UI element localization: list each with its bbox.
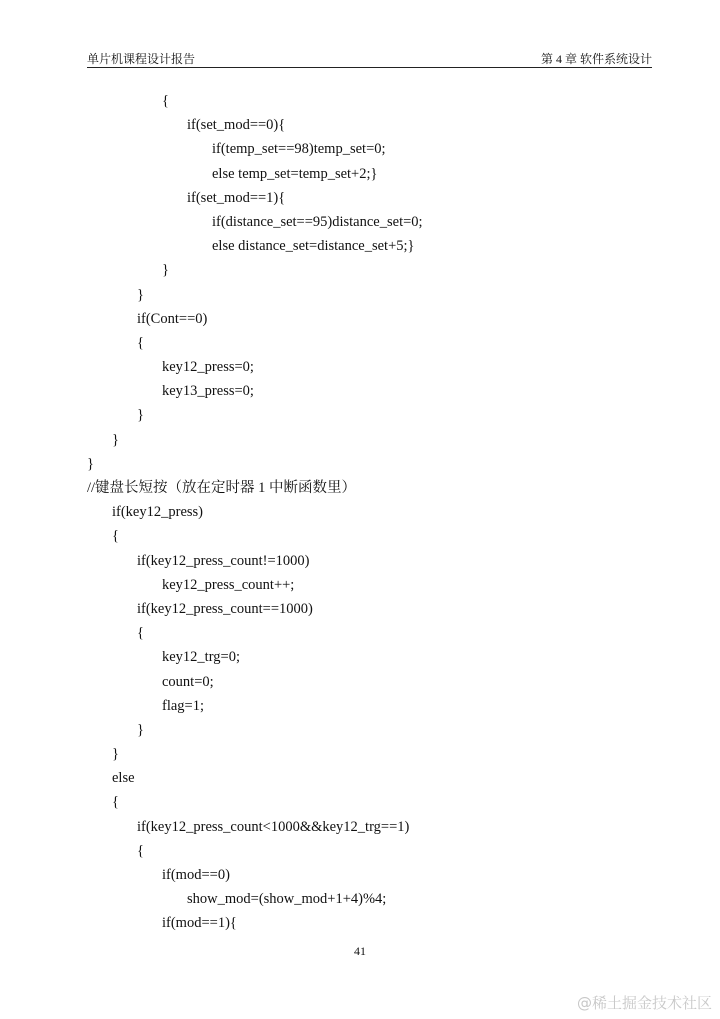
code-line: } — [112, 431, 119, 448]
chapter-title: 第 4 章 软件系统设计 — [540, 52, 652, 66]
code-listing — [87, 90, 423, 937]
code-line: } — [162, 262, 169, 279]
code-line: key12_press_count++; — [162, 576, 295, 593]
code-line: else — [112, 770, 135, 787]
code-line: { — [137, 842, 144, 859]
code-line: count=0; — [162, 673, 214, 690]
code-line: } — [137, 286, 144, 303]
code-line: flag=1; — [162, 697, 204, 714]
code-line: { — [112, 528, 119, 545]
code-line: if(temp_set==98)temp_set=0; — [212, 141, 386, 158]
code-line: if(Cont==0) — [137, 310, 208, 327]
watermark: @稀土掘金技术社区 — [576, 994, 712, 1012]
code-line: key13_press=0; — [162, 383, 254, 400]
code-line: if(mod==1){ — [162, 915, 237, 932]
code-line: if(key12_press_count==1000) — [137, 600, 313, 617]
code-line: { — [137, 334, 144, 351]
code-line: if(mod==0) — [162, 867, 230, 883]
code-line: if(distance_set==95)distance_set=0; — [212, 213, 423, 230]
code-line: if(key12_press_count!=1000) — [137, 552, 310, 569]
page-number: 41 — [354, 944, 366, 958]
code-line: show_mod=(show_mod+1+4)%4; — [187, 891, 387, 908]
code-line: key12_press=0; — [162, 359, 254, 376]
code-line: } — [87, 455, 94, 472]
code-line: //键盘长短按（放在定时器 1 中断函数里） — [87, 480, 357, 496]
code-line: } — [137, 721, 144, 738]
code-line: { — [162, 93, 169, 109]
code-line: if(set_mod==1){ — [187, 189, 286, 206]
code-line: { — [137, 625, 144, 642]
code-line: if(key12_press_count<1000&&key12_trg==1) — [137, 818, 410, 835]
code-line: else distance_set=distance_set+5;} — [212, 238, 415, 255]
report-title: 单片机课程设计报告 — [87, 52, 196, 66]
code-line: { — [112, 794, 119, 811]
code-line: key12_trg=0; — [162, 649, 240, 666]
code-line: if(key12_press) — [112, 504, 204, 521]
page-header — [87, 50, 652, 68]
code-line: else temp_set=temp_set+2;} — [212, 165, 378, 182]
code-line: } — [112, 746, 119, 763]
code-line: } — [137, 407, 144, 424]
code-line: if(set_mod==0){ — [187, 117, 286, 134]
